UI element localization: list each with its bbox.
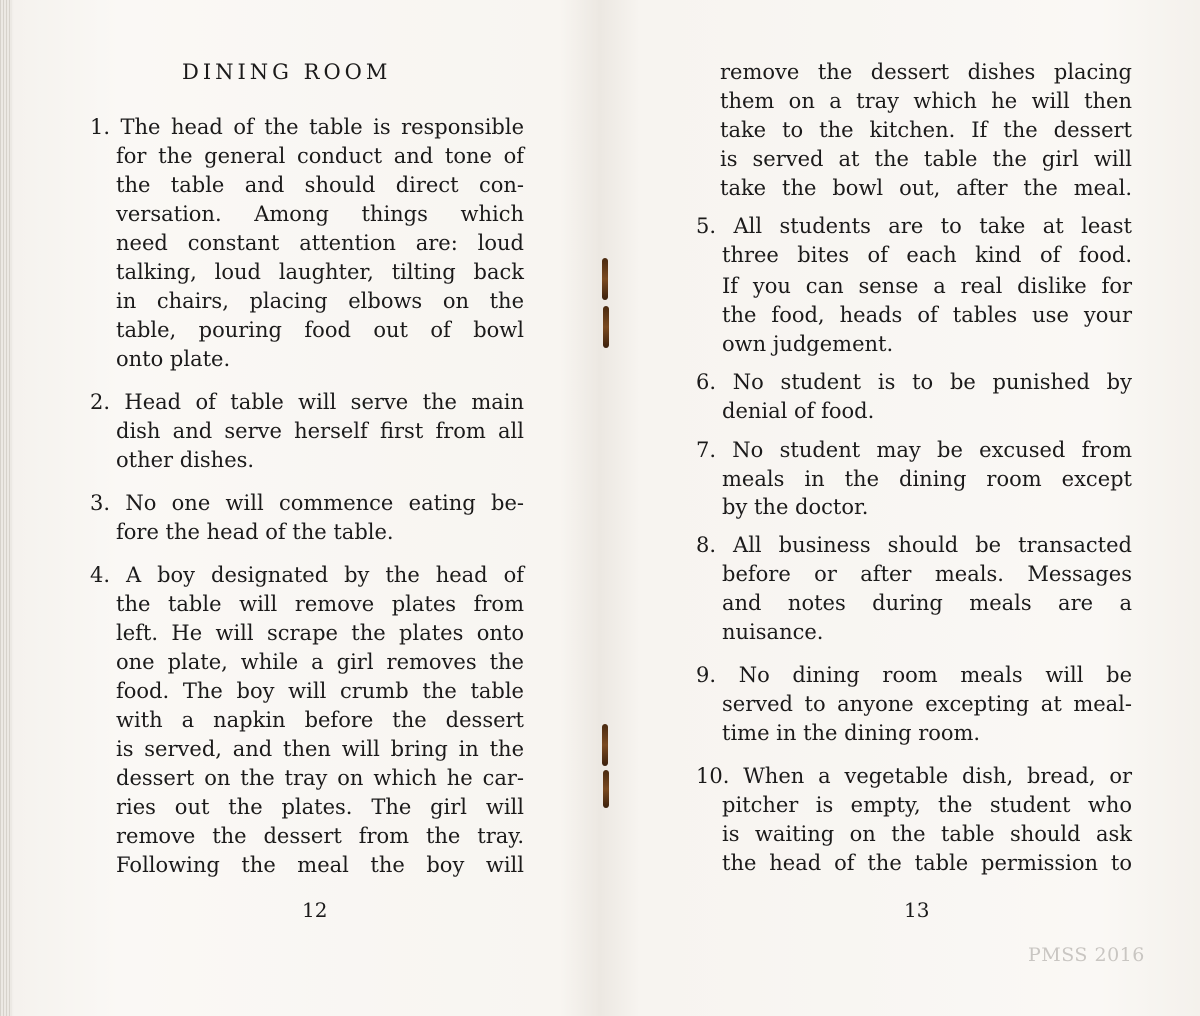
stitch-mark <box>602 258 608 300</box>
text-line: them on a tray which he will then <box>720 89 1132 113</box>
text-line: 6. No student is to be punished by <box>696 370 1132 394</box>
text-line: meals in the dining room except <box>722 467 1132 491</box>
text-line: 3. No one will commence eating be- <box>90 491 524 515</box>
page-edge <box>0 0 12 1016</box>
text-line: pitcher is empty, the student who <box>722 793 1132 817</box>
text-line: dessert on the tray on which he car- <box>116 766 524 790</box>
binding-gutter <box>598 0 612 1016</box>
text-line: 10. When a vegetable dish, bread, or <box>696 764 1132 788</box>
text-line: served to anyone excepting at meal- <box>722 692 1132 716</box>
text-line: 2. Head of table will serve the main <box>90 390 524 414</box>
text-line: is waiting on the table should ask <box>722 822 1132 846</box>
text-line: If you can sense a real dislike for <box>722 274 1132 298</box>
text-line: Following the meal the boy will <box>116 853 524 877</box>
text-line: three bites of each kind of food. <box>722 243 1132 267</box>
page-number: 12 <box>302 898 328 922</box>
text-line: 8. All business should be transacted <box>696 533 1132 557</box>
stitch-mark <box>603 770 609 808</box>
stitch-mark <box>602 724 608 766</box>
text-line: 1. The head of the table is responsible <box>90 115 524 139</box>
text-line: own judgement. <box>722 332 894 356</box>
text-line: 7. No student may be excused from <box>696 438 1132 462</box>
text-line: 4. A boy designated by the head of <box>90 563 524 587</box>
text-line: before or after meals. Messages <box>722 562 1132 586</box>
text-line: with a napkin before the dessert <box>116 708 524 732</box>
text-line: remove the dessert from the tray. <box>116 824 524 848</box>
text-line: left. He will scrape the plates onto <box>116 621 524 645</box>
text-line: the table will remove plates from <box>116 592 524 616</box>
text-line: is served at the table the girl will <box>720 147 1132 171</box>
text-line: take the bowl out, after the meal. <box>720 176 1132 200</box>
text-line: onto plate. <box>116 347 231 371</box>
text-line: by the doctor. <box>722 495 869 519</box>
text-line: time in the dining room. <box>722 721 981 745</box>
stitch-mark <box>603 306 609 348</box>
text-line: nuisance. <box>722 620 824 644</box>
text-line: other dishes. <box>116 448 255 472</box>
text-line: denial of food. <box>722 399 875 423</box>
text-line: 9. No dining room meals will be <box>696 663 1132 687</box>
page-heading: DINING ROOM <box>182 60 392 84</box>
page-number: 13 <box>904 898 930 922</box>
text-line: 5. All students are to take at least <box>696 214 1132 238</box>
text-line: in chairs, placing elbows on the <box>116 289 524 313</box>
text-line: and notes during meals are a <box>722 591 1132 615</box>
watermark: PMSS 2016 <box>1028 944 1145 966</box>
text-line: need constant attention are: loud <box>116 231 524 255</box>
text-line: talking, loud laughter, tilting back <box>116 260 524 284</box>
text-line: for the general conduct and tone of <box>116 144 524 168</box>
text-line: the food, heads of tables use your <box>722 303 1132 327</box>
text-line: the table and should direct con- <box>116 173 524 197</box>
text-line: take to the kitchen. If the dessert <box>720 118 1132 142</box>
text-line: table, pouring food out of bowl <box>116 318 524 342</box>
text-line: fore the head of the table. <box>116 520 394 544</box>
text-line: remove the dessert dishes placing <box>720 60 1132 84</box>
text-line: the head of the table permission to <box>722 851 1132 875</box>
text-line: dish and serve herself first from all <box>116 419 524 443</box>
text-line: ries out the plates. The girl will <box>116 795 524 819</box>
text-line: one plate, while a girl removes the <box>116 650 524 674</box>
text-line: is served, and then will bring in the <box>116 737 524 761</box>
text-line: versation. Among things which <box>116 202 524 226</box>
text-line: food. The boy will crumb the table <box>116 679 524 703</box>
